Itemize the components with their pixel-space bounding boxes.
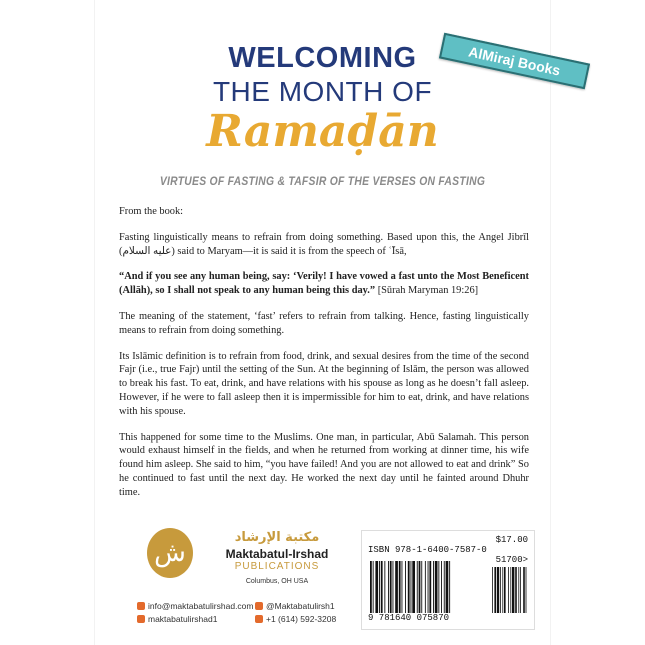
publisher-subtitle: PUBLICATIONS [234,561,320,572]
contact-email: info@maktabatulirshad.com [137,601,253,611]
title-line-3: Ramaḍān [206,106,439,157]
book-back-cover [95,0,550,645]
instagram-icon [137,615,145,623]
email-icon [137,602,145,610]
contact-twitter: @Maktabatulirsh1 [255,601,335,611]
isbn-label: ISBN 978-1-6400-7587-0 [368,545,487,555]
title-line-2: THE MONTH OF [212,76,433,107]
price-label: $17.00 [495,535,528,545]
publisher-name: Maktabatul-Irshad [225,547,329,561]
seller-ribbon: AlMiraj Books [439,33,590,89]
excerpt-paragraph-2 [119,270,529,298]
publisher-logo-icon: ش [147,528,193,578]
excerpt [119,205,529,512]
quran-reference: [Sūrah Maryman 19:26] [375,285,479,297]
excerpt-paragraph-4: Its Islāmic definition is to refrain from food, drink, and sexual desires from the time of the second Fajr (i.e., true Fajr) until the setting of the Sun. At the beginning of Islām, the person was allowed to break his fast. To eat, drink, and have relations with his spouse as long as he doesn’t fall asleep. However, if he were to fall asleep then it is impermissible for him to eat, drink, and have relations with his spouse. [119,350,529,417]
excerpt-heading: From the book: [119,206,184,217]
barcode-number: 9 781640 075870 [368,613,450,623]
subtitle: VIRTUES OF FASTING & TAFSIR OF THE VERSES ON FASTING [159,176,486,188]
excerpt-paragraph-5: This happened for some time to the Muslims. One man, in particular, Abū Salamah. This person would exhaust himself in the fields, and when he returned from working at dinner time, his wife found him asleep. She said to him, “you have failed! And you are not allowed to eat and drink” So he continued to fast until the next day. He worked the next day until he fainted around Dhuhr time. [119,431,529,498]
barcode-block [361,530,535,630]
excerpt-paragraph-3: The meaning of the statement, ‘fast’ refers to refrain from talking. Hence, fasting linguistically means to refrain from doing something. [119,310,529,336]
excerpt-paragraph-1: Fasting linguistically means to refrain from doing something. Based upon this, the Angel Jibrīl (عليه السلام) said to Maryam—it is said it is from the speech of ʿĪsā, [119,231,529,257]
publisher-location: Columbus, OH USA [245,578,309,585]
publisher-arabic-name: مكتبة الإرشاد [234,530,320,545]
barcode-bars [368,561,528,613]
barcode-addon: 51700> [495,555,528,565]
contact-instagram: maktabatulirshad1 [137,614,217,624]
contact-phone: +1 (614) 592-3208 [255,614,336,624]
twitter-icon [255,602,263,610]
title-line-1: WELCOMING [228,42,417,74]
phone-icon [255,615,263,623]
quran-quote: “And if you see any human being, say: ‘Verily! I have vowed a fast unto the Most Beneficent (Allāh), so I shall not speak to any human being this day.” [119,271,529,297]
